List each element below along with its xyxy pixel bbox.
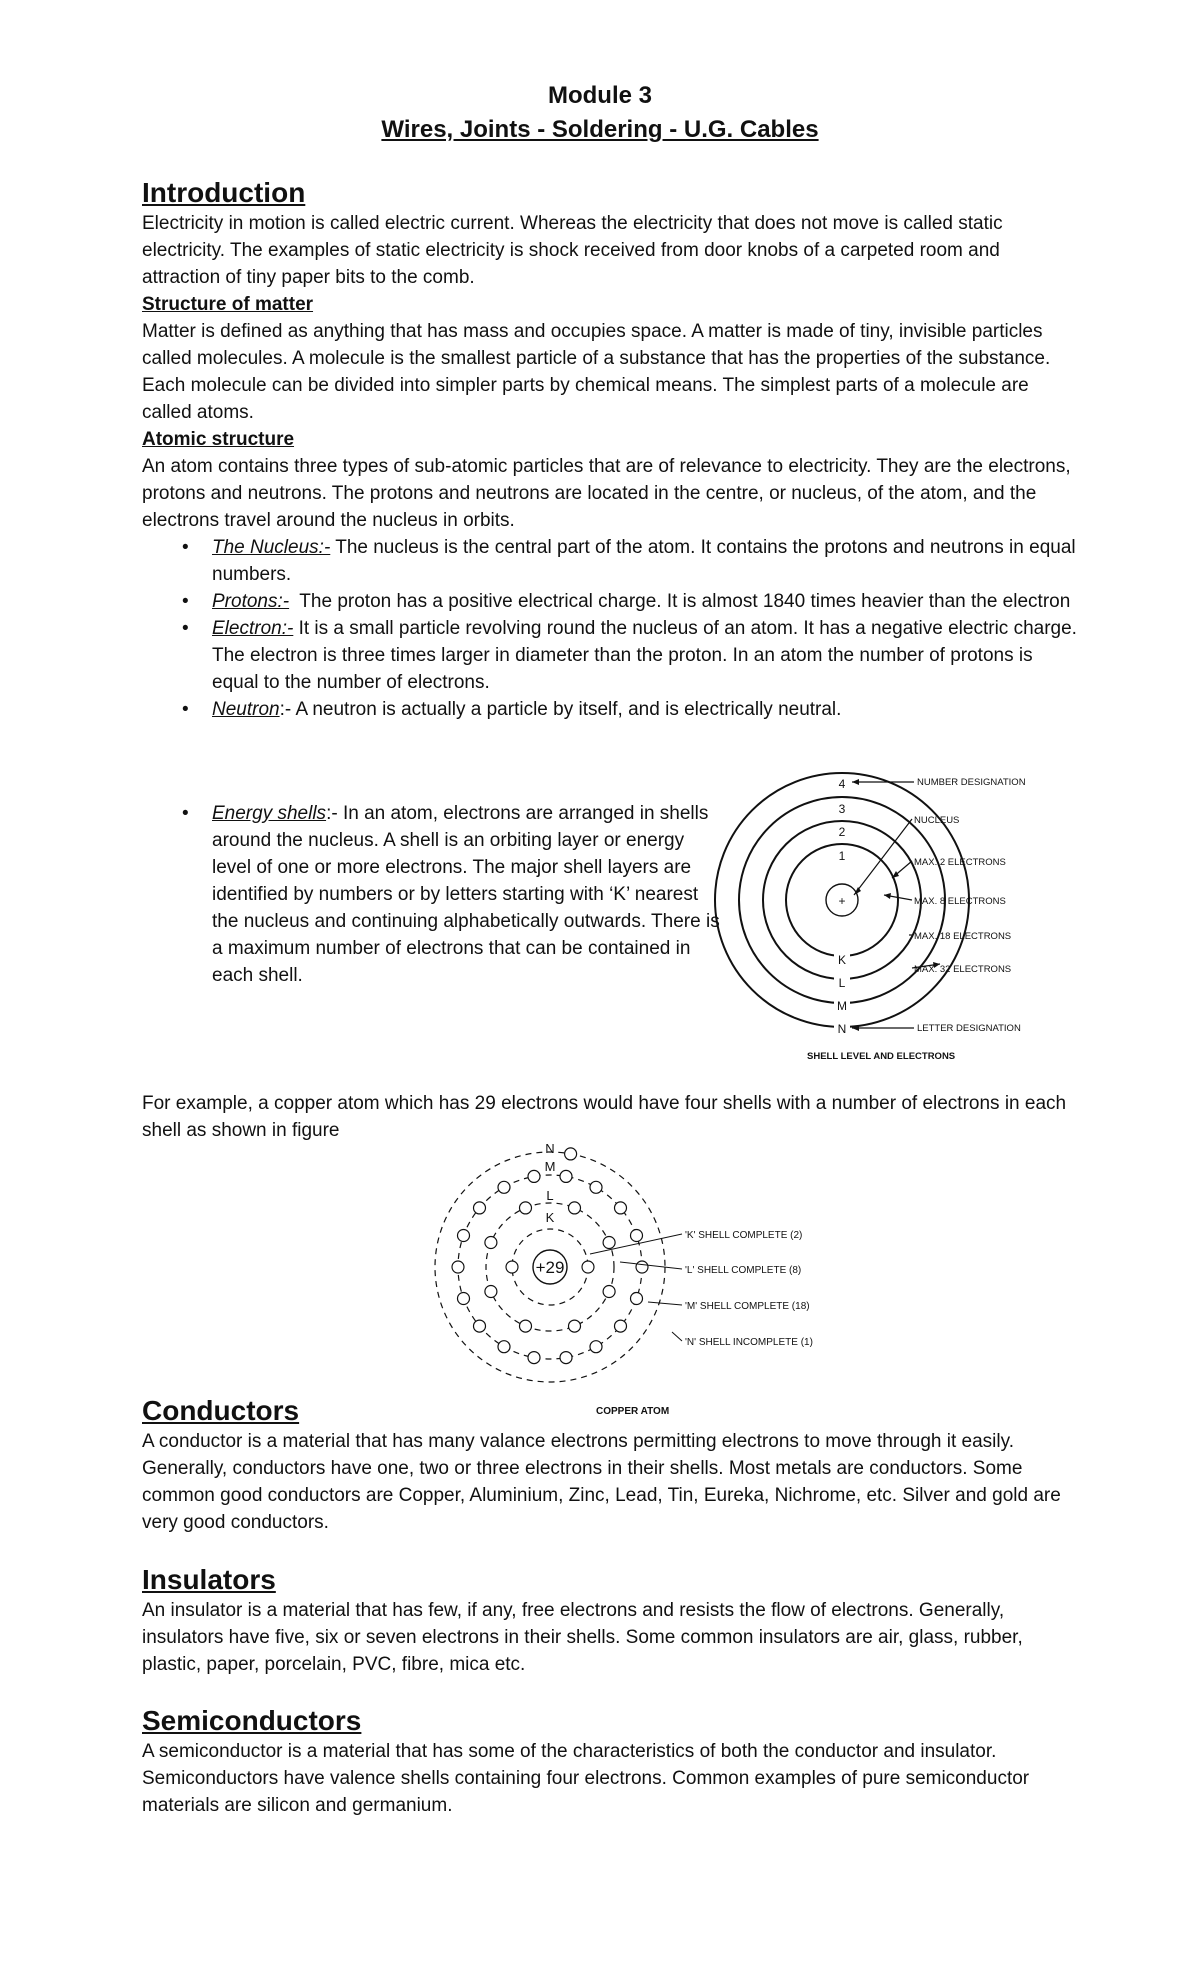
label-m-shell: 'M' SHELL COMPLETE (18) <box>685 1301 810 1312</box>
electron-dot <box>565 1148 577 1160</box>
electron-dot <box>590 1181 602 1193</box>
electron-dot <box>528 1170 540 1182</box>
semiconductors-paragraph: A semiconductor is a material that has some of the characteristics of both the conductor and insulator. Semiconductors have valence shells containing four electrons. Common examples of pure semiconductor materials are silicon and germanium. <box>142 1741 1030 1816</box>
label-number-designation: NUMBER DESIGNATION <box>917 777 1026 788</box>
energy-shells-text: :- In an atom, electrons are arranged in shells around the nucleus. A shell is an orbiting layer or energy level of one or more electrons. The major shell layers are identified by numbers or by letters starting with ‘K’ nearest the nucleus and continuing alphabetically outwards. There is a maximum number of electrons that can be contained in each shell. <box>212 803 720 986</box>
copper-figure-caption: COPPER ATOM <box>596 1406 670 1417</box>
copper-nucleus-label: +29 <box>535 1258 565 1277</box>
electron-dot <box>560 1170 572 1182</box>
nucleus-text: The nucleus is the central part of the atom. It contains the protons and neutrons in equal numbers. <box>212 537 1076 585</box>
electron-dot <box>474 1202 486 1214</box>
shell-number-2: 2 <box>838 825 846 839</box>
electron-dot <box>615 1202 627 1214</box>
atomic-paragraph: An atom contains three types of sub-atomic particles that are of relevance to electricity. They are the electrons, protons and neutrons. The protons and neutrons are located in the centre, or nucleus, of the atom, and the electrons travel around the nucleus in orbits. <box>142 456 1071 531</box>
electron-dot <box>615 1320 627 1332</box>
conductors-paragraph: A conductor is a material that has many valance electrons permitting electrons to move through it easily. Generally, conductors have one, two or three electrons in their shells. Most metals are conductors. Some common good conductors are Copper, Aluminium, Zinc, Lead, Tin, Eureka, Nichrome, etc. Silver and gold are very good conductors. <box>142 1431 1061 1533</box>
bullet-icon: • <box>182 699 189 720</box>
electron-dot <box>569 1202 581 1214</box>
energy-shells-term: Energy shells <box>212 803 327 824</box>
electron-dot <box>498 1341 510 1353</box>
electron-dot <box>560 1352 572 1364</box>
module-subtitle: Wires, Joints - Soldering - U.G. Cables <box>381 116 819 143</box>
conductors-heading: Conductors <box>142 1395 300 1426</box>
nucleus-term: The Nucleus:- <box>212 537 331 558</box>
label-max-32: MAX. 32 ELECTRONS <box>914 964 1012 975</box>
list-item <box>142 800 722 989</box>
bullet-icon: • <box>182 537 189 558</box>
electron-dot <box>520 1202 532 1214</box>
copper-paragraph: For example, a copper atom which has 29 electrons would have four shells with a number of electrons in each shell as shown in figure <box>142 1093 1067 1141</box>
electron-dot <box>603 1286 615 1298</box>
electron-dot <box>582 1261 594 1273</box>
neutron-term: Neutron <box>212 699 280 720</box>
copper-atom-diagram <box>420 1142 860 1418</box>
protons-term: Protons:- <box>212 591 290 612</box>
list-item <box>142 534 1082 588</box>
list-item <box>142 696 1082 723</box>
insulators-heading: Insulators <box>142 1564 276 1595</box>
electron-dot <box>485 1286 497 1298</box>
electron-dot <box>631 1230 643 1242</box>
label-l-shell: 'L' SHELL COMPLETE (8) <box>685 1265 802 1276</box>
shell-letter-n: N <box>837 1022 847 1036</box>
label-letter-designation: LETTER DESIGNATION <box>917 1023 1021 1034</box>
electron-dot <box>498 1181 510 1193</box>
electron-dot <box>590 1341 602 1353</box>
label-nucleus: NUCLEUS <box>914 815 960 826</box>
semiconductors-heading: Semiconductors <box>142 1705 362 1736</box>
electron-dot <box>528 1352 540 1364</box>
bullet-icon: • <box>182 803 189 824</box>
introduction-heading: Introduction <box>142 177 306 208</box>
electron-dot <box>603 1237 615 1249</box>
insulators-paragraph: An insulator is a material that has few, if any, free electrons and resists the flow of electrons. Generally, insulators have five, six or seven electrons in their shells. Some common insulators are air, glass, rubber, plastic, paper, porcelain, PVC, fibre, mica etc. <box>142 1600 1023 1675</box>
electron-dot <box>458 1230 470 1242</box>
electron-dot <box>506 1261 518 1273</box>
electron-dot <box>485 1237 497 1249</box>
electron-dot <box>474 1320 486 1332</box>
electron-text: It is a small particle revolving round the nucleus of an atom. It has a negative electric charge. The electron is three times larger in diameter than the proton. In an atom the number of protons is equal to the number of electrons. <box>212 618 1077 693</box>
bullet-icon: • <box>182 591 189 612</box>
shell-letter-k: K <box>837 953 847 967</box>
neutron-text: :- A neutron is actually a particle by itself, and is electrically neutral. <box>279 699 842 720</box>
bullet-icon: • <box>182 618 189 639</box>
electron-dot <box>520 1320 532 1332</box>
shell-letter-m: M <box>837 999 847 1013</box>
shell-level-diagram <box>712 770 1072 1062</box>
module-title: Module 3 <box>547 82 652 109</box>
label-n-shell: 'N' SHELL INCOMPLETE (1) <box>685 1337 813 1348</box>
shell-letter-l: L <box>838 976 846 990</box>
list-item <box>142 588 1082 615</box>
nucleus-plus: + <box>838 894 846 908</box>
label-k-shell: 'K' SHELL COMPLETE (2) <box>685 1230 803 1241</box>
electron-dot <box>458 1293 470 1305</box>
electron-dot <box>452 1261 464 1273</box>
copper-letter-k: K <box>545 1210 555 1225</box>
label-max-2: MAX. 2 ELECTRONS <box>914 857 1006 868</box>
electron-dot <box>631 1293 643 1305</box>
electron-term: Electron:- <box>212 618 294 639</box>
label-max-18: MAX. 18 ELECTRONS <box>914 931 1012 942</box>
shell-number-3: 3 <box>838 802 846 816</box>
particle-list <box>142 534 1082 723</box>
protons-text: The proton has a positive electrical charge. It is almost 1840 times heavier than the electron <box>289 591 1071 612</box>
label-max-8: MAX. 8 ELECTRONS <box>914 896 1006 907</box>
energy-shells-list <box>142 800 722 989</box>
structure-paragraph: Matter is defined as anything that has mass and occupies space. A matter is made of tiny, invisible particles called molecules. A molecule is the smallest particle of a substance that has the properties of the substance. Each molecule can be divided into simpler parts by chemical means. The simplest parts of a molecule are called atoms. <box>142 321 1051 423</box>
electron-dot <box>569 1320 581 1332</box>
shell-number-1: 1 <box>838 849 846 863</box>
copper-letter-l: L <box>546 1188 554 1203</box>
shell-figure-caption: SHELL LEVEL AND ELECTRONS <box>807 1051 956 1062</box>
electron-dot <box>636 1261 648 1273</box>
copper-letter-m: M <box>544 1159 556 1174</box>
copper-letter-n: N <box>545 1142 555 1156</box>
list-item <box>142 615 1082 696</box>
atomic-structure-heading: Atomic structure <box>142 429 295 450</box>
shell-number-4: 4 <box>838 777 846 791</box>
structure-of-matter-heading: Structure of matter <box>142 294 314 315</box>
intro-paragraph: Electricity in motion is called electric current. Whereas the electricity that does not move is called static electricity. The examples of static electricity is shock received from door knobs of a carpeted room and attraction of tiny paper bits to the comb. <box>142 213 1003 288</box>
